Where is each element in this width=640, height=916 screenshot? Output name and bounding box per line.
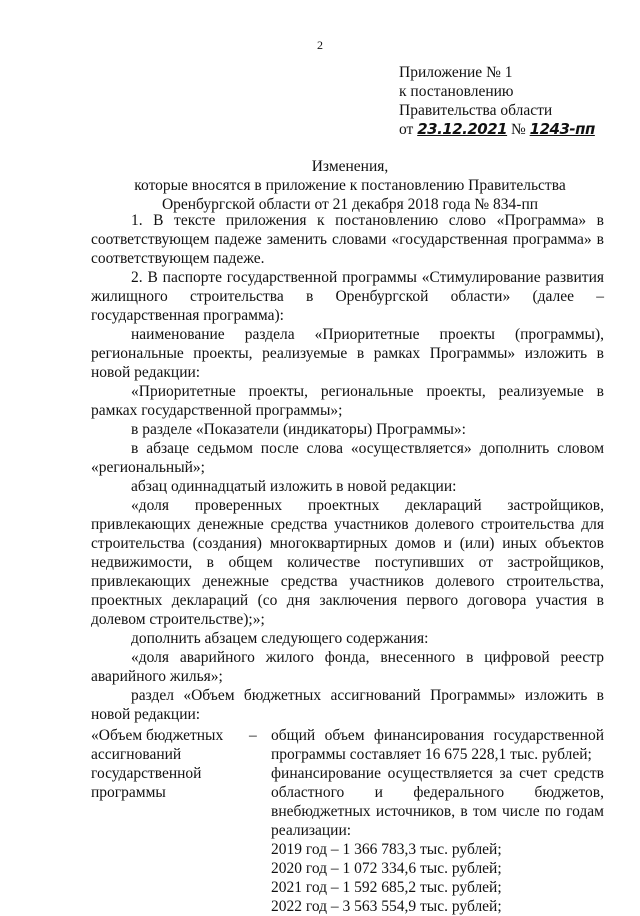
paragraph-5: в разделе «Показатели (индикаторы) Программы»:	[131, 421, 466, 438]
appendix-block	[399, 63, 595, 139]
paragraph-1: 1. В тексте приложения к постановлению слово «Программа» в соответствующем падеже заменить словами «государственная программа» в соответствующем падеже.	[91, 212, 604, 267]
document-body	[91, 211, 604, 916]
appendix-date-line	[399, 120, 595, 139]
budget-year-2022: 2022 год – 3 563 554,9 тыс. рублей;	[271, 898, 502, 915]
paragraph-3: наименование раздела «Приоритетные проекты (программы), региональные проекты, реализуемые в рамках Программы» изложить в новой редакции:	[91, 326, 604, 381]
paragraph-7: абзац одиннадцатый изложить в новой редакции:	[131, 478, 457, 495]
appendix-line-government: Правительства области	[399, 102, 553, 119]
title-line-3: Оренбургской области от 21 декабря 2018 года № 834-пп	[161, 196, 539, 213]
document-title	[100, 157, 600, 214]
handwritten-number: 1243-пп	[529, 120, 595, 138]
budget-table	[91, 726, 604, 916]
paragraph-6: в абзаце седьмом после слова «осуществляется» дополнить словом «региональный»;	[91, 440, 604, 476]
handwritten-date: 23.12.2021	[417, 120, 508, 138]
title-line-1: Изменения,	[311, 158, 389, 175]
appendix-line-resolution: к постановлению	[399, 83, 514, 100]
budget-label: «Объем бюджетных ассигнований государственной программы	[91, 727, 224, 801]
number-prefix: №	[510, 121, 526, 138]
paragraph-10: «доля аварийного жилого фонда, внесенного в цифровой реестр аварийного жилья»;	[91, 649, 604, 685]
budget-year-2019: 2019 год – 1 366 783,3 тыс. рублей;	[271, 841, 502, 858]
budget-year-2020: 2020 год – 1 072 334,6 тыс. рублей;	[271, 860, 502, 877]
budget-year-2021: 2021 год – 1 592 685,2 тыс. рублей;	[271, 879, 502, 896]
appendix-title: Приложение № 1	[399, 64, 513, 81]
date-prefix: от	[399, 121, 414, 138]
budget-dash: –	[249, 727, 257, 744]
page-number: 2	[317, 38, 323, 52]
paragraph-2: 2. В паспорте государственной программы «Стимулирование развития жилищного строительства в Оренбургской области» (далее – государственная программа):	[91, 269, 604, 324]
budget-sources: финансирование осуществляется за счет средств областного и федерального бюджетов, внебюджетных источников, в том числе по годам реализации:	[271, 765, 604, 839]
budget-row	[91, 726, 604, 916]
paragraph-9: дополнить абзацем следующего содержания:	[131, 630, 429, 647]
paragraph-8: «доля проверенных проектных деклараций застройщиков, привлекающих денежные средства участников долевого строительства для строительства (создания) многоквартирных домов и (или) иных объектов недвижимости, в общем количестве поступивших от застройщиков, привлекающих денежные средства участников долевого строительства, проектных деклараций (со дня заключения первого договора участия в долевом строительстве);»;	[91, 497, 604, 628]
title-line-2: которые вносятся в приложение к постановлению Правительства	[134, 177, 566, 194]
paragraph-4: «Приоритетные проекты, региональные проекты, реализуемые в рамках государственной программы»;	[91, 383, 604, 419]
budget-total: общий объем финансирования государственной программы составляет 16 675 228,1 тыс. рублей;	[271, 727, 604, 763]
paragraph-11: раздел «Объем бюджетных ассигнований Программы» изложить в новой редакции:	[91, 687, 604, 723]
budget-details	[271, 726, 604, 916]
